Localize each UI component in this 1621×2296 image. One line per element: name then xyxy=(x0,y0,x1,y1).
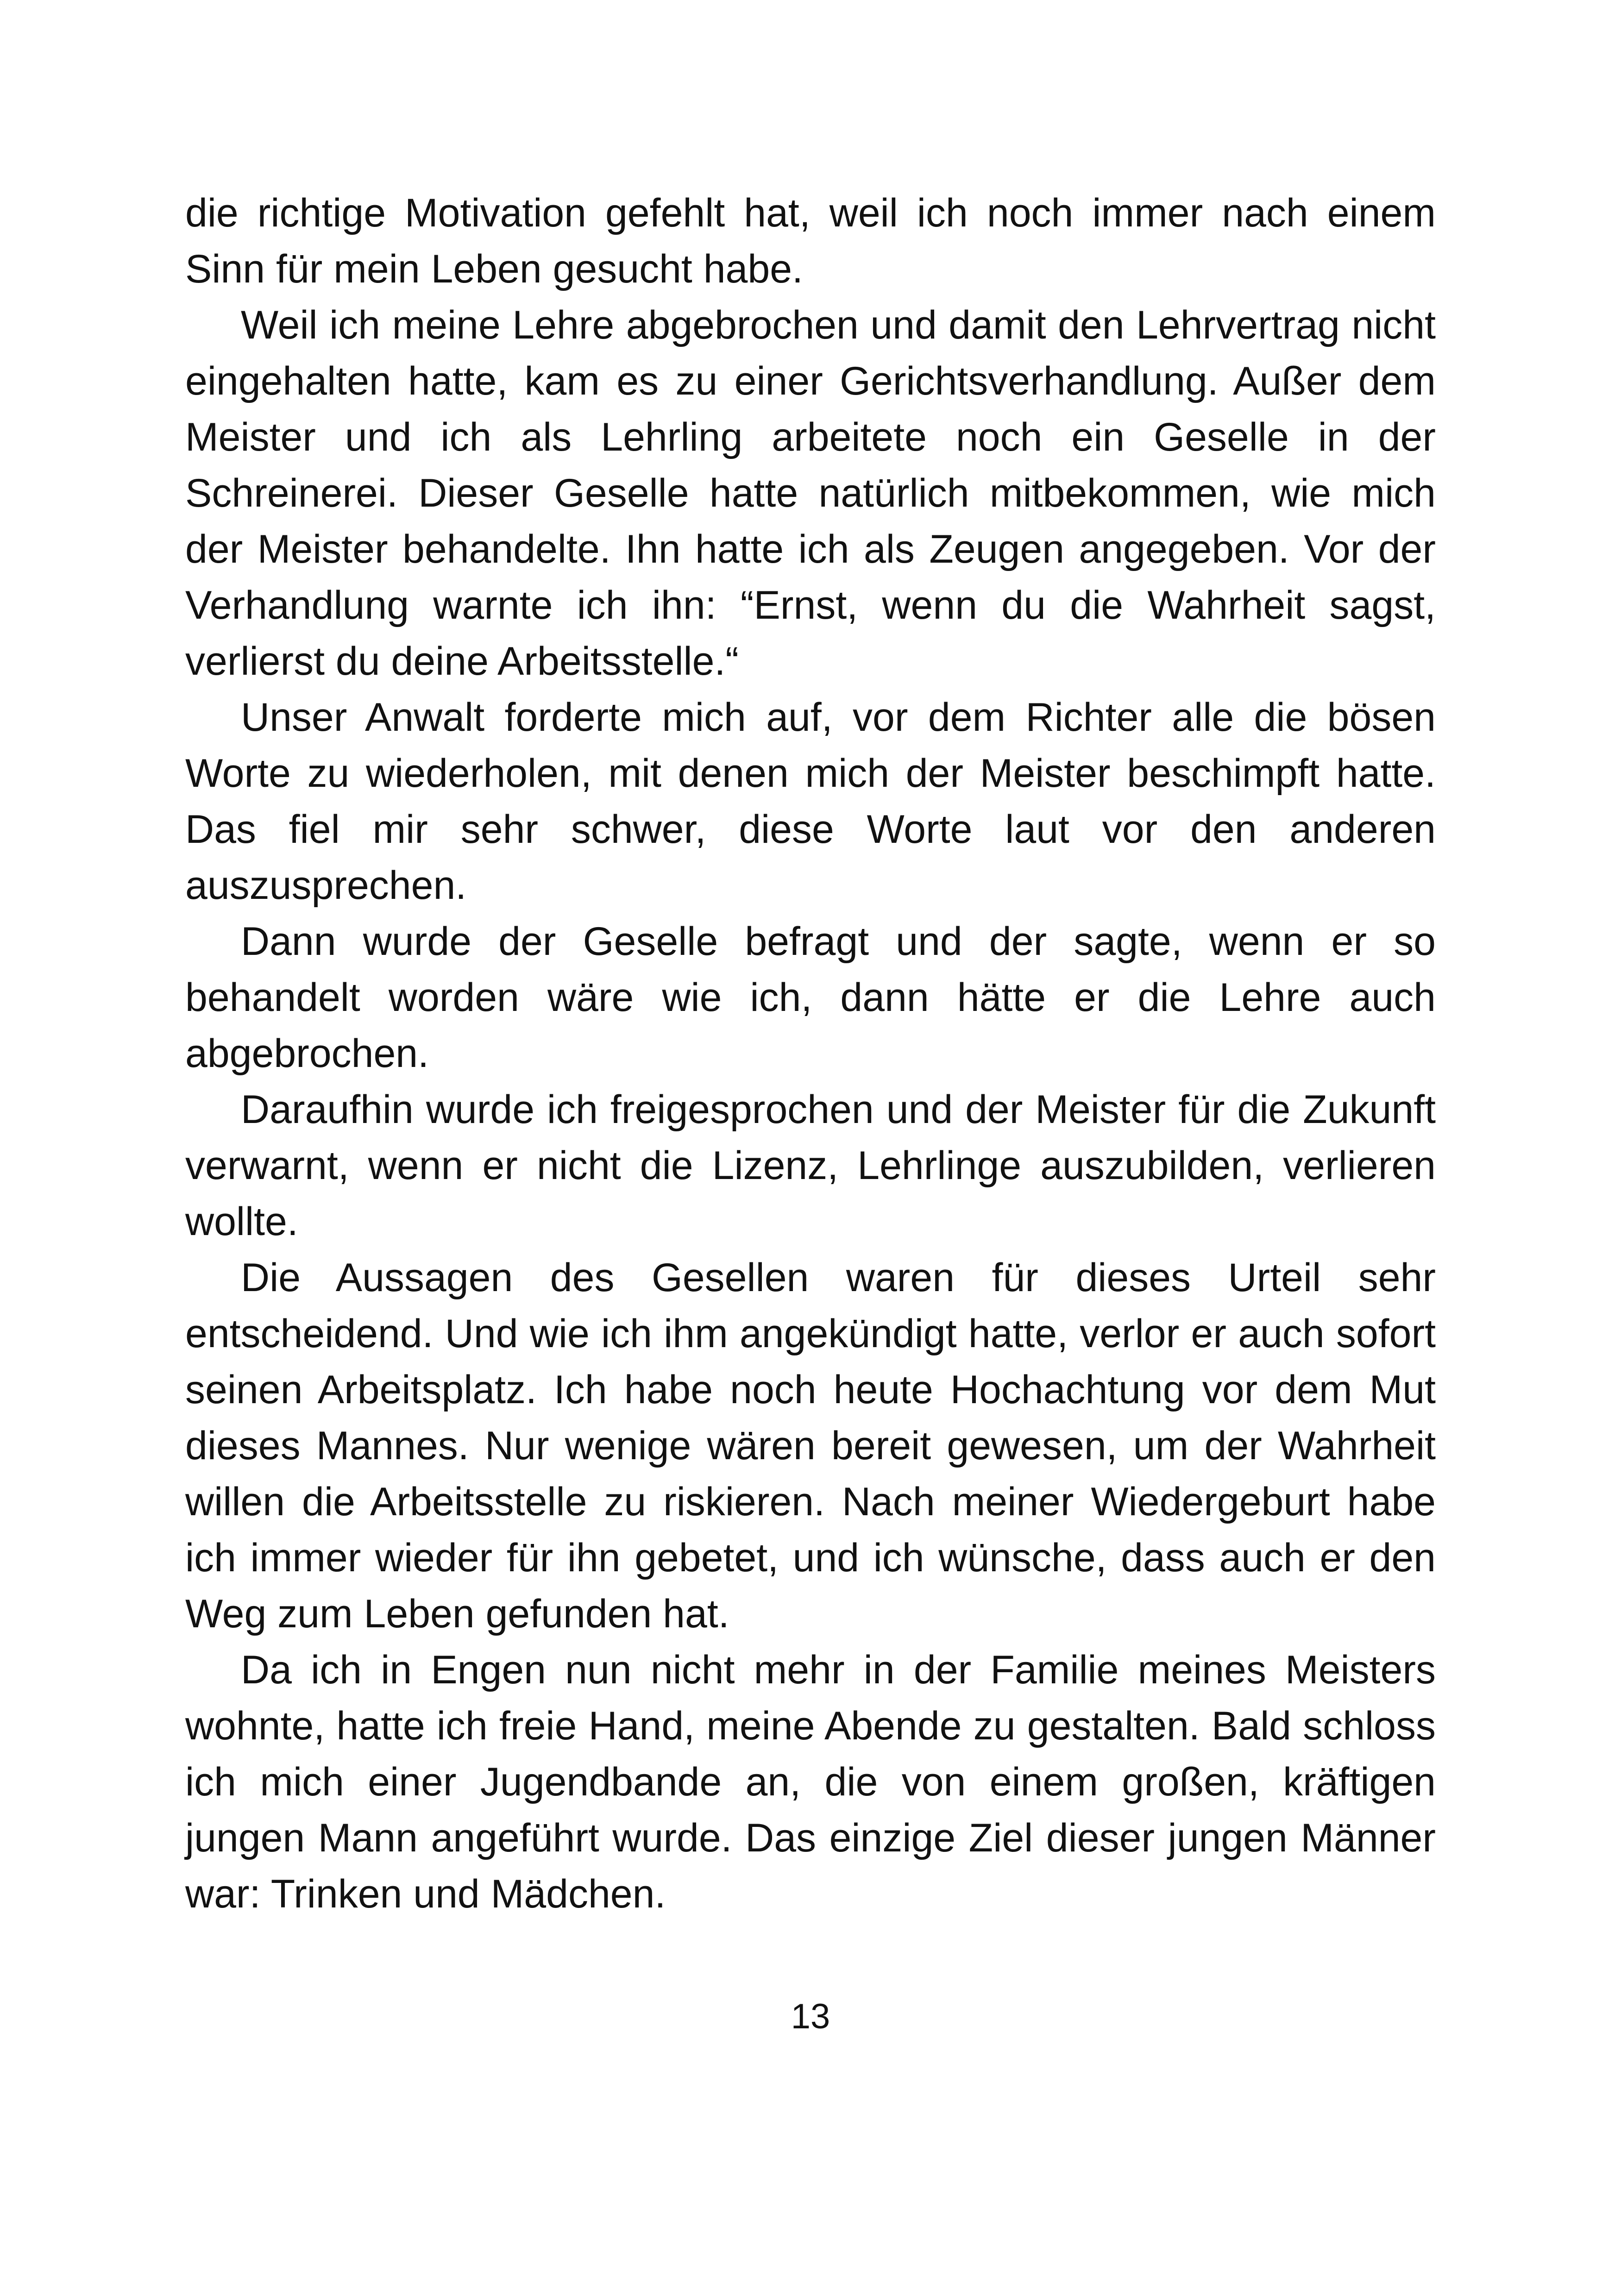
page-number: 13 xyxy=(791,1997,830,2036)
paragraph-consequences: Die Aussagen des Gesellen waren für dieses Urteil sehr entscheidend. Und wie ich ihm angekündigt hatte, verlor er auch sofort seinen Arbeitsplatz. Ich habe noch heute Hochachtung vor dem Mut dieses Mannes. Nur wenige wären bereit gewesen, um der Wahrheit willen die Arbeitsstelle zu riskieren. Nach meiner Wiedergeburt habe ich immer wieder für ihn gebetet, und ich wünsche, dass auch er den Weg zum Leben gefunden hat. xyxy=(185,1255,1436,1636)
paragraph-court-hearing: Weil ich meine Lehre abgebrochen und damit den Lehrvertrag nicht eingehalten hatte, kam es zu einer Gerichtsverhandlung. Außer dem Meister und ich als Lehrling arbeitete noch ein Geselle in der Schreinerei. Dieser Geselle hatte natürlich mitbekommen, wie mich der Meister behandelte. Ihn hatte ich als Zeugen angegeben. Vor der Verhandlung warnte ich ihn: “Ernst, wenn du die Wahrheit sagst, verlierst du deine Arbeitsstelle.“ xyxy=(185,303,1436,684)
paragraph-continuation: die richtige Motivation gefehlt hat, weil ich noch immer nach einem Sinn für mein Leben gesucht habe. xyxy=(185,191,1436,291)
body-text xyxy=(185,185,1436,1922)
paragraph-verdict: Daraufhin wurde ich freigesprochen und der Meister für die Zukunft verwarnt, wenn er nicht die Lizenz, Lehrlinge auszubilden, verlieren wollte. xyxy=(185,1087,1436,1244)
paragraph-youth-gang: Da ich in Engen nun nicht mehr in der Familie meines Meisters wohnte, hatte ich freie Hand, meine Abende zu gestalten. Bald schloss ich mich einer Jugendbande an, die von einem großen, kräftigen jungen Mann angeführt wurde. Das einzige Ziel dieser jungen Männer war: Trinken und Mädchen. xyxy=(185,1648,1436,1916)
paragraph-journeyman-testimony: Dann wurde der Geselle befragt und der sagte, wenn er so behandelt worden wäre wie ich, dann hätte er die Lehre auch abgebrochen. xyxy=(185,919,1436,1076)
paragraph-lawyer: Unser Anwalt forderte mich auf, vor dem Richter alle die bösen Worte zu wiederholen, mit denen mich der Meister beschimpft hatte. Das fiel mir sehr schwer, diese Worte laut vor den anderen auszusprechen. xyxy=(185,695,1436,908)
